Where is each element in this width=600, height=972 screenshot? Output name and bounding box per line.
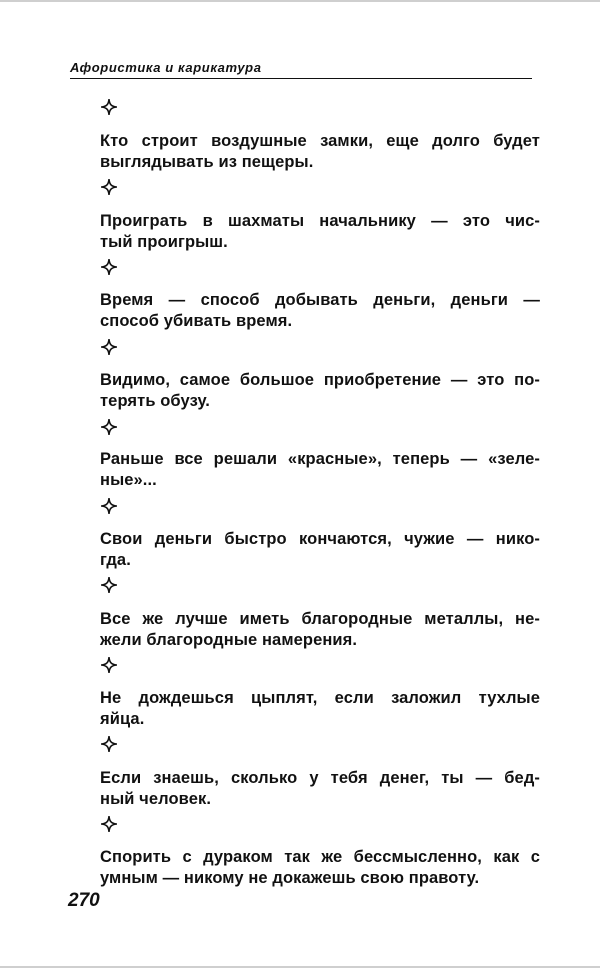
aphorism-line: жели благородные намерения. xyxy=(100,631,358,649)
header-rule xyxy=(70,78,532,79)
aphorism-line: Все же лучше иметь благородные металлы, не- xyxy=(100,610,540,628)
aphorism-7 xyxy=(100,609,540,651)
running-head: Афористика и карикатура xyxy=(70,60,262,75)
aphorism-line: Кто строит воздушные замки, еще долго будет xyxy=(100,132,540,150)
aphorism-line: выглядывать из пещеры. xyxy=(100,153,314,171)
aphorism-line: тый проигрыш. xyxy=(100,233,228,251)
aphorism-line: терять обузу. xyxy=(100,392,210,410)
aphorism-1 xyxy=(100,131,540,173)
aphorism-line: Свои деньги быстро кончаются, чужие — нико- xyxy=(100,530,540,548)
aphorism-line: Раньше все решали «красные», теперь — «зеле- xyxy=(100,450,540,468)
top-border xyxy=(0,0,600,2)
bottom-border xyxy=(0,966,600,968)
aphorism-4 xyxy=(100,370,540,412)
aphorism-line: способ убивать время. xyxy=(100,312,293,330)
page-number: 270 xyxy=(68,890,100,911)
aphorism-line: ные»... xyxy=(100,471,157,489)
aphorism-3 xyxy=(100,290,540,332)
four-point-star-icon xyxy=(101,657,117,673)
aphorism-line: умным — никому не докажешь свою правоту. xyxy=(100,869,480,887)
four-point-star-icon xyxy=(101,577,117,593)
aphorism-9 xyxy=(100,768,540,810)
four-point-star-icon xyxy=(101,816,117,832)
four-point-star-icon xyxy=(101,736,117,752)
aphorism-line: Спорить с дураком так же бессмысленно, как с xyxy=(100,848,540,866)
aphorism-line: гда. xyxy=(100,551,131,569)
aphorism-6 xyxy=(100,529,540,571)
aphorism-line: Проиграть в шахматы начальнику — это чис- xyxy=(100,212,540,230)
four-point-star-icon xyxy=(101,498,117,514)
aphorism-10 xyxy=(100,847,540,889)
aphorism-5 xyxy=(100,449,540,491)
aphorism-8 xyxy=(100,688,540,730)
four-point-star-icon xyxy=(101,259,117,275)
four-point-star-icon xyxy=(101,339,117,355)
aphorism-2 xyxy=(100,211,540,253)
aphorism-line: Если знаешь, сколько у тебя денег, ты — бед- xyxy=(100,769,540,787)
aphorism-line: Время — способ добывать деньги, деньги — xyxy=(100,291,540,309)
aphorism-line: Видимо, самое большое приобретение — это по- xyxy=(100,371,540,389)
four-point-star-icon xyxy=(101,419,117,435)
four-point-star-icon xyxy=(101,179,117,195)
aphorism-line: яйца. xyxy=(100,710,145,728)
four-point-star-icon xyxy=(101,99,117,115)
aphorism-line: Не дождешься цыплят, если заложил тухлые xyxy=(100,689,540,707)
aphorism-line: ный человек. xyxy=(100,790,212,808)
